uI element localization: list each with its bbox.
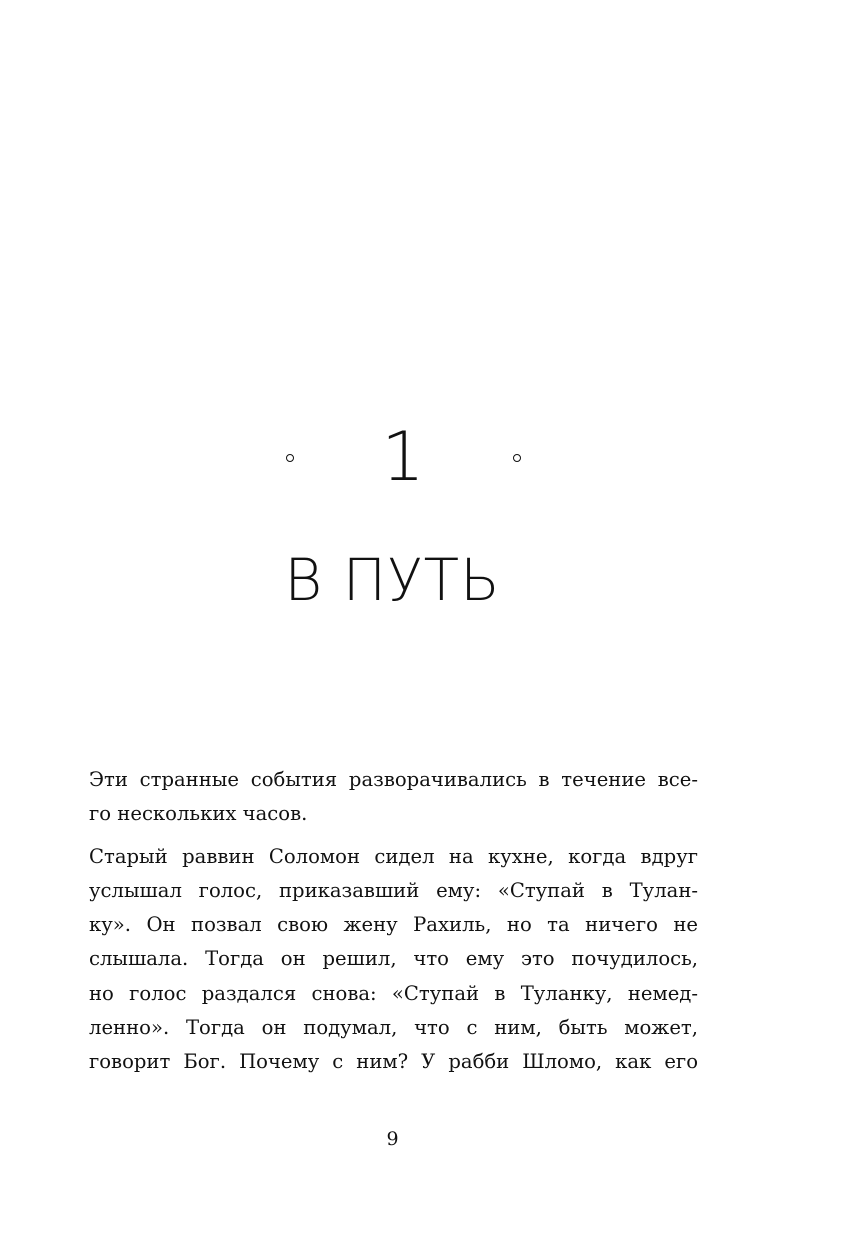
text-line: Эти странные события разворачивались в течение все- (89, 768, 698, 791)
text-line: но голос раздался снова: «Ступай в Туланку, немед- (89, 981, 698, 1005)
body-text (89, 763, 698, 1080)
text-line: услышал голос, приказавший ему: «Ступай в Тулан- (89, 878, 698, 902)
text-line: слышала. Тогда он решил, что ему это почудилось, (89, 947, 698, 971)
text-line: ленно». Тогда он подумал, что с ним, быть может, (89, 1016, 698, 1040)
text-line: ку». Он позвал свою жену Рахиль, но та ничего не (89, 913, 698, 937)
page-number: 9 (386, 1128, 399, 1150)
chapter-title: В ПУТЬ (284, 546, 501, 614)
chapter-number: 1 (381, 418, 423, 497)
paragraph (89, 763, 698, 832)
text-line: говорит Бог. Почему с ним? У рабби Шломо, как его (89, 1050, 698, 1074)
circle-ornament-icon (513, 454, 521, 462)
text-line: го нескольких часов. (89, 802, 308, 826)
text-line: Старый раввин Соломон сидел на кухне, когда вдруг (89, 844, 698, 868)
chapter-header (0, 418, 845, 508)
paragraph (89, 840, 698, 1080)
circle-ornament-icon (286, 454, 294, 462)
